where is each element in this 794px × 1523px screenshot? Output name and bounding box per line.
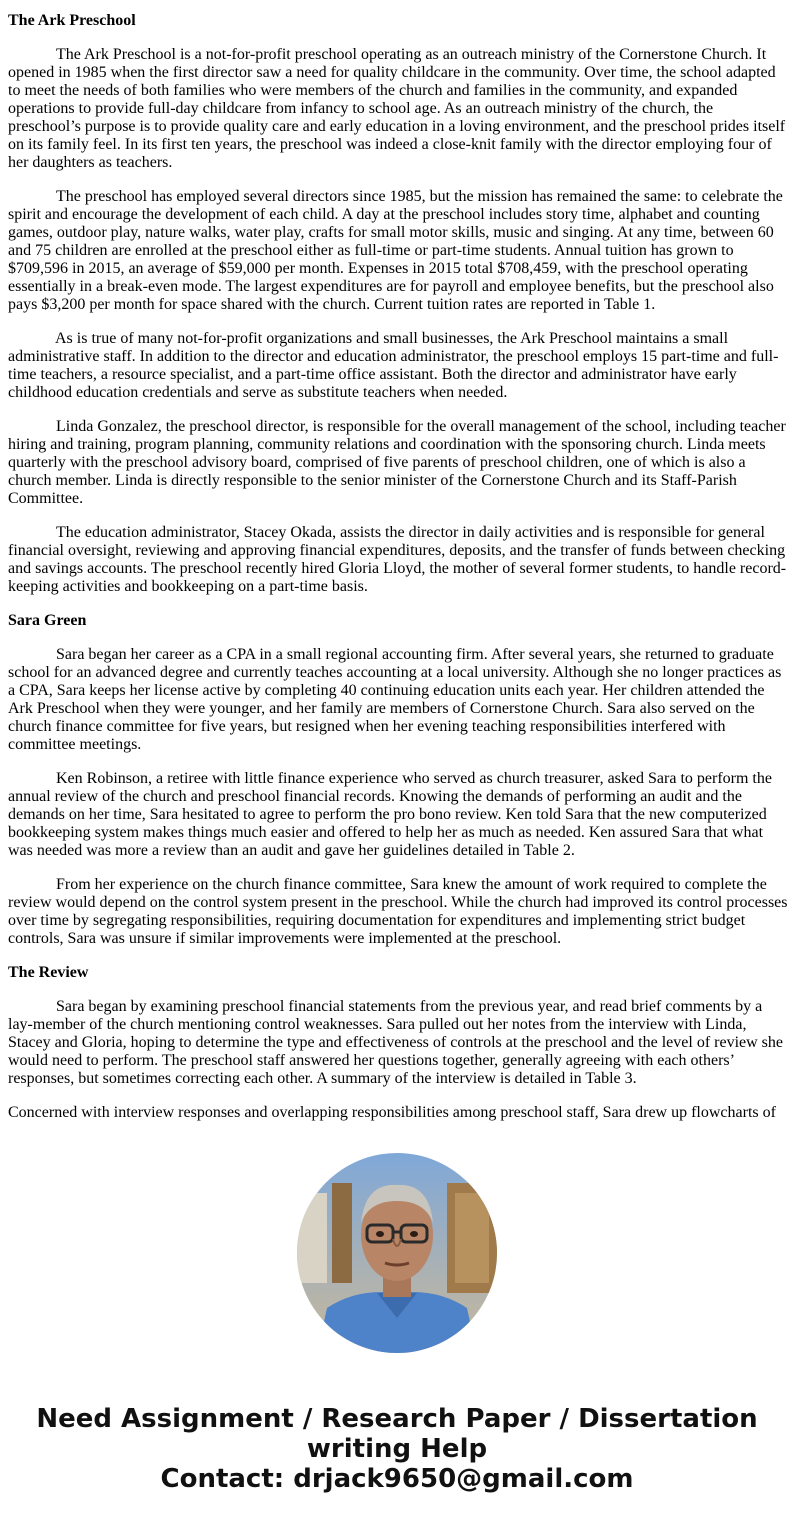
paragraph-administrator: The education administrator, Stacey Okada, assists the director in daily activities and is responsible for general financial oversight, reviewing and approving financial expenditures, deposits, and the transfer of funds between checking and savings accounts. The preschool recently hired Gloria Lloyd, the mother of several former students, to handle record-keeping activities and bookkeeping on a part-time basis. — [8, 524, 787, 595]
promo-contact: Contact: drjack9650@gmail.com — [160, 1464, 634, 1494]
section-heading-ark-preschool: The Ark Preschool — [8, 12, 136, 29]
promo-line-2: writing Help — [306, 1434, 488, 1464]
section-heading-sara-green: Sara Green — [8, 612, 87, 629]
paragraph-sara-career: Sara began her career as a CPA in a small regional accounting firm. After several years, she returned to graduate school for an advanced degree and currently teaches accounting at a local university. Although she no longer practices as a CPA, Sara keeps her license active by completing 40 continuing education units each year. Her children attended the Ark Preschool when they were younger, and her family are members of Cornerstone Church. Sara also served on the church finance committee for five years, but resigned when her evening teaching responsibilities interfered with committee meetings. — [8, 646, 782, 753]
author-avatar — [297, 1153, 497, 1353]
paragraph-mission: The preschool has employed several directors since 1985, but the mission has remained the same: to celebrate the spirit and encourage the development of each child. A day at the preschool includes story time, alphabet and counting games, outdoor play, nature walks, water play, crafts for small motor skills, music and singing. At any time, between 60 and 75 children are enrolled at the preschool either as full-time or part-time students. Annual tuition has grown to $709,596 in 2015, an average of $59,000 per month. Expenses in 2015 total $708,459, with the preschool operating essentially in a break-even mode. The largest expenditures are for payroll and employee benefits, but the preschool also pays $3,200 per month for space shared with the church. Current tuition rates are reported in Table 1. — [8, 188, 783, 313]
document-body — [8, 0, 788, 1138]
paragraph-director: Linda Gonzalez, the preschool director, is responsible for the overall management of the school, including teacher hiring and training, program planning, community relations and coordination with the sponsoring church. Linda meets quarterly with the preschool advisory board, comprised of five parents of preschool children, one of which is also a church member. Linda is directly responsible to the senior minister of the Cornerstone Church and its Staff-Parish Committee. — [8, 418, 786, 507]
paragraph-control-system: From her experience on the church finance committee, Sara knew the amount of work required to complete the review would depend on the control system present in the preschool. While the church had improved its control processes over time by segregating responsibilities, requiring documentation for expenditures and implementing strict budget controls, Sara was unsure if similar improvements were implemented at the preschool. — [8, 876, 788, 947]
paragraph-staff: As is true of many not-for-profit organizations and small businesses, the Ark Preschool maintains a small administrative staff. In addition to the director and education administrator, the preschool employs 15 part-time and full-time teachers, a resource specialist, and a part-time office assistant. Both the director and administrator have early childhood education credentials and serve as substitute teachers when needed. — [8, 330, 779, 401]
promo-line-1: Need Assignment / Research Paper / Dissertation — [36, 1404, 758, 1434]
avatar-portrait-image — [297, 1153, 497, 1353]
paragraph-review-start: Sara began by examining preschool financial statements from the previous year, and read brief comments by a lay-member of the church mentioning control weaknesses. Sara pulled out her notes from the interview with Linda, Stacey and Gloria, hoping to determine the type and effectiveness of controls at the preschool and the level of review she would need to perform. The preschool staff answered her questions together, generally agreeing with each others’ responses, but sometimes correcting each other. A summary of the interview is detailed in Table 3. — [8, 998, 783, 1087]
paragraph-ken-request: Ken Robinson, a retiree with little finance experience who served as church treasurer, asked Sara to perform the annual review of the church and preschool financial records. Knowing the demands of performing an audit and the demands on her time, Sara hesitated to agree to perform the pro bono review. Ken told Sara that the new computerized bookkeeping system makes things much easier and offered to help her as much as needed. Ken assured Sara that what was needed was more a review than an audit and gave her guidelines detailed in Table 2. — [8, 770, 772, 859]
promo-banner — [0, 1404, 794, 1494]
section-heading-review: The Review — [8, 964, 89, 981]
paragraph-flowcharts: Concerned with interview responses and overlapping responsibilities among preschool staff, Sara drew up flowcharts of — [8, 1104, 776, 1121]
paragraph-intro: The Ark Preschool is a not-for-profit preschool operating as an outreach ministry of the Cornerstone Church. It opened in 1985 when the first director saw a need for quality childcare in the community. Over time, the school adapted to meet the needs of both families who were members of the church and families in the community, and expanded operations to provide full-day childcare from infancy to school age. As an outreach ministry of the church, the preschool’s purpose is to provide quality care and early education in a loving environment, and the preschool prides itself on its family feel. In its first ten years, the preschool was indeed a close-knit family with the director employing four of her daughters as teachers. — [8, 46, 786, 171]
